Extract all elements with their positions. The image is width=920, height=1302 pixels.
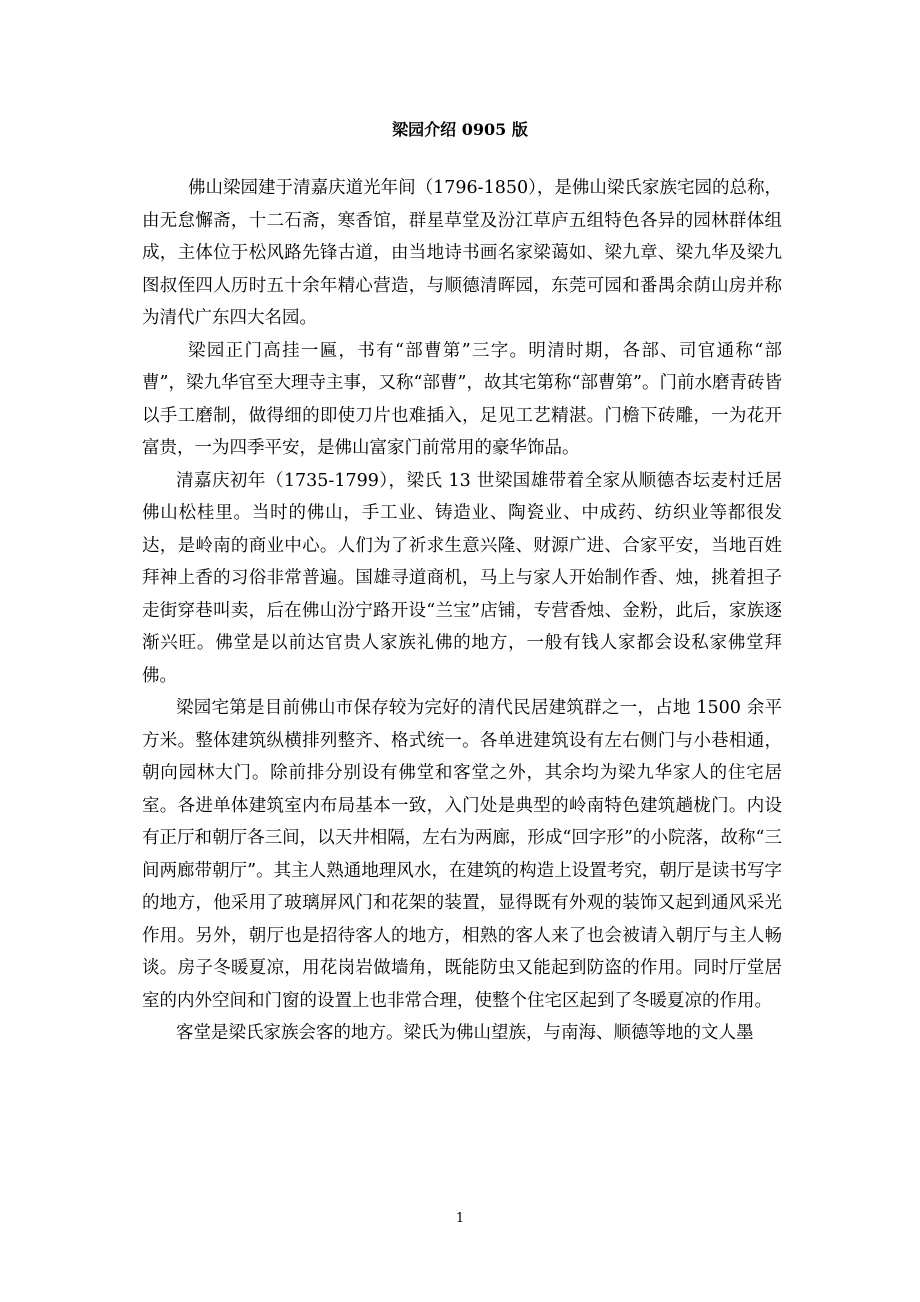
document-body: [142, 172, 782, 1050]
document-title: 梁园介绍 0905 版: [392, 120, 528, 139]
paragraph-guest-hall: 客堂是梁氏家族会客的地方。梁氏为佛山望族，与南海、顺德等地的文人墨: [176, 1023, 754, 1043]
paragraph-residence: 梁园宅第是目前佛山市保存较为完好的清代民居建筑群之一，占地 1500 余平方米。整体建筑纵横排列整齐、格式统一。各单进建筑设有左右侧门与小巷相通，朝向园林大门。除前排分别设有佛堂和客堂之外，其余均为梁九华家人的住宅居室。各进单体建筑室内布局基本一致，入门处是典型的岭南特色建筑趟栊门。内设有正厅和朝厅各三间，以天井相隔，左右为两廊，形成“回字形”的小院落，故称“三间两廊带朝厅”。其主人熟通地理风水，在建筑的构造上设置考究，朝厅是读书写字的地方，他采用了玻璃屏风门和花架的装置，显得既有外观的装饰又起到通风采光作用。另外，朝厅也是招待客人的地方，相熟的客人来了也会被请入朝厅与主人畅谈。房子冬暖夏凉，用花岗岩做墙角，既能防虫又能起到防盗的作用。同时厅堂居室的内外空间和门窗的设置上也非常合理，使整个住宅区起到了冬暖夏凉的作用。: [142, 698, 782, 1011]
paragraph-family-history: 清嘉庆初年（1735-1799），梁氏 13 世梁国雄带着全家从顺德杏坛麦村迁居佛山松桂里。当时的佛山，手工业、铸造业、陶瓷业、中成药、纺织业等都很发达，是岭南的商业中心。人们为了祈求生意兴隆、财源广进、合家平安，当地百姓拜神上香的习俗非常普遍。国雄寻道商机，马上与家人开始制作香、烛，挑着担子走街穿巷叫卖，后在佛山汾宁路开设“兰宝”店铺，专营香烛、金粉，此后，家族逐渐兴旺。佛堂是以前达官贵人家族礼佛的地方，一般有钱人家都会设私家佛堂拜佛。: [142, 470, 782, 686]
page-number: 1: [455, 1211, 465, 1226]
paragraph-main-gate: 梁园正门高挂一匾，书有“部曹第”三字。明清时期，各部、司官通称“部曹”，梁九华官至大理寺主事，又称“部曹”，故其宅第称“部曹第”。门前水磨青砖皆以手工磨制，做得细的即使刀片也难插入，足见工艺精湛。门檐下砖雕，一为花开富贵，一为四季平安，是佛山富家门前常用的豪华饰品。: [142, 340, 782, 458]
paragraph-overview: 佛山梁园建于清嘉庆道光年间（1796-1850），是佛山梁氏家族宅园的总称，由无怠懈斋，十二石斋，寒香馆，群星草堂及汾江草庐五组特色各异的园林群体组成，主体位于松风路先锋古道，由当地诗书画名家梁蔼如、梁九章、梁九华及梁九图叔侄四人历时五十余年精心营造，与顺德清晖园，东莞可园和番禺余荫山房并称为清代广东四大名园。: [142, 178, 782, 328]
